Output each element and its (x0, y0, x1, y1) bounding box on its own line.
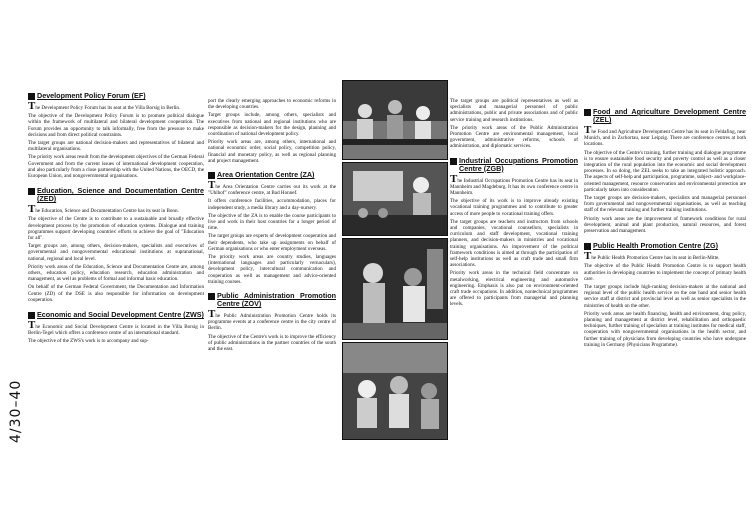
section-header-zel (584, 108, 746, 124)
handwritten-note: 4/30–40 (8, 379, 24, 443)
section-header-zg (584, 242, 746, 250)
paragraph: The objective of the ZA is to enable the course participants to live and work in their host countries for a longer period of time. (208, 212, 336, 232)
paragraph: The objective of the ZWS's work is to accompany and sup- (28, 338, 149, 345)
section-header-zgb (450, 157, 578, 173)
section-marker-icon (208, 172, 215, 179)
section-marker-icon (208, 293, 215, 300)
column-2 (208, 98, 336, 354)
paragraph: The Industrial Occupations Promotion Centre has its seat in Mannheim and Magdeburg. It has its own conference centre in Mannheim. (450, 172, 578, 197)
section-title: Food and Agriculture Development Centre (ZEL) (593, 107, 746, 124)
paragraph: The target groups are experts of development cooperation and their dependents, who take up assignments on behalf of German organisations or who enter employment overseas. (208, 233, 336, 252)
section-title: Education, Science and Documentation Centre (ZED) (37, 186, 204, 204)
paragraph: On behalf of the German Federal Government, the Documentation and Information Centre (ZD) of the DSE is also responsible for information on development cooperation. (28, 284, 204, 303)
section-header-zws (28, 311, 204, 319)
paragraph: Target groups are, among others, decision-makers, specialists and executives of governmental and nongovernmental educational institutions at supranational, national, regional and local level. (28, 243, 204, 262)
paragraph: The target groups are political representatives as well as specialists and managerial personnel of public administrations, public and private associations and of public service training and research institutions. (450, 98, 578, 123)
photo-workshop (342, 238, 448, 340)
paragraph: The target groups are national decision-makers and representatives of bilateral and multilateral organisations. (28, 140, 204, 153)
paragraph: port the clearly emerging approaches to economic reforms in the developing countries. (208, 98, 336, 111)
paragraph: The objective of the Centre's training, further training and dialogue programme is to ensure sustainable food security and poverty control as well as a closer integration of the rural population into the economic and social development processes. In so doing, the ZEL seeks to take an integrated holistic approach. The aspects of self-help and participation, programme, subject- and workplace-oriented management, resource conservation and environmental protection are particularly taken into consideration. (584, 149, 746, 193)
paragraph: The Education, Science and Documentation Centre has its seat in Bonn. (28, 203, 179, 216)
paragraph: The Food and Agriculture Development Centre has its seat in Feldafing, near Munich, and in Zschortau, near Leipzig. There are conference centres at both locations. (584, 124, 746, 148)
paragraph: Target groups include, among others, specialists and executives from national and regional institutions who are responsible as decision-makers for the design, planning and coordination of national development policy. (208, 112, 336, 138)
paragraph: The Economic and Social Development Centre is located in the Villa Borsig in Berlin-Tegel which offers a conference centre of an international standard. (28, 319, 204, 337)
column-3 (450, 98, 578, 310)
section-marker-icon (28, 312, 35, 319)
paragraph: The objective of the Development Policy Forum is to promote political dialogue within the framework of multilateral and bilateral development cooperation. The Forum provides an opportunity to talk informally, free from the pressure to make decisions and from direct political constraints. (28, 113, 204, 138)
paragraph: The Development Policy Forum has its seat at the Villa Borsig in Berlin. (28, 100, 181, 112)
column-4 (584, 108, 746, 350)
section-title: Public Health Promotion Centre (ZG) (593, 241, 718, 251)
section-marker-icon (28, 93, 35, 100)
paragraph: Priority work areas are the improvement of framework conditions for rural development, animal and plant production, natural resources, and forest preservation and management. (584, 215, 746, 235)
paragraph: The objective of the Public Health Promotion Centre is to support health authorities in developing countries to implement the concept of primary health care. (584, 263, 746, 282)
photo-seminar (342, 342, 448, 440)
paragraph: The Public Administration Promotion Centre holds its programme events at a conference centre in the city centre of Berlin. (208, 308, 336, 332)
section-title: Area Orientation Centre (ZA) (217, 170, 315, 180)
column-1 (28, 92, 204, 347)
section-title: Development Policy Forum (EF) (37, 91, 146, 100)
section-marker-icon (584, 109, 591, 116)
paragraph: The target groups are teachers and instructors from schools and companies, vocational counsellors, specialists in curriculum and staff development, vocational training planners, and decision-makers in ministries and vocational training organisations. An improvement of the political framework conditions is aimed at through the participation of self-help institutions as well as craft trade and small firm associations. (450, 218, 578, 269)
section-header-zed (28, 187, 204, 203)
section-header-za (208, 171, 336, 179)
paragraph: Priority work areas in the technical field concentrate on metalworking, electrical engineering and automotive engineering. Emphasis is also put on environment-oriented craft trade occupations. In addition, nontechnical programmes are offered to participants from managerial and planning levels. (450, 270, 578, 308)
paragraph: Priority work areas are health financing, health and environment, drug policy, planning and management at district level, rehabilitation and orthopaedic techniques, further training of specialists at training institutes for medical staff, cooperation with nongovernmental organisations in the health sector, and further training of physicians from developing countries who have undergone training in Germany (Physicians Programme). (584, 310, 746, 348)
paragraph: The objective of the Centre is to contribute to a sustainable and broadly effective development process by the promotion of education systems. Dialogue and training programmes support developing countries' efforts to achieve the goal of "Education for all". (28, 216, 204, 242)
section-title: Economic and Social Development Centre (ZWS) (37, 310, 204, 320)
paragraph: The priority work areas result from the development objectives of the German Federal Government and from the current issues of international development cooperation, and also particularly from a close partnership with the United Nations, the OECD, the European Union, and nongovernmental organisations. (28, 154, 204, 180)
section-title: Public Administration Promotion Centre (ZÖV) (217, 291, 336, 309)
paragraph: The objective of the Centre's work is to improve the efficiency of public administrations in the partner countries of the south and the east. (208, 333, 336, 353)
paragraph: The objective of its work is to improve already existing vocational training programmes and to contribute to greater access of more people to vocational training offers. (450, 198, 578, 217)
photo-meeting (342, 80, 448, 160)
paragraph: The Public Health Promotion Centre has its seat in Berlin-Mitte. (584, 250, 720, 263)
photo-lecture (342, 162, 448, 236)
section-header-ef (28, 92, 204, 100)
paragraph: The priority work areas are country studies, languages (international languages and particularly vernaculars), development policy, intercultural communication and cooperation as well as management and advice-oriented training courses. (208, 254, 336, 285)
paragraph: It offers conference facilities, accommodation, places for independent study, a media library and a day-nursery. (208, 198, 336, 211)
paragraph: The priority work areas of the Public Administration Promotion Centre are environmental management, local government, administrative reforms, schools of administration, and diplomatic services. (450, 124, 578, 150)
paragraph: The target groups include high-ranking decision-makers at the national and regional level of the public health service on the one hand and senior health service staff at district and provincial level as well as senior specialists in the ministries of health on the other. (584, 284, 746, 309)
section-title: Industrial Occupations Promotion Centre (ZGB) (459, 155, 578, 173)
section-marker-icon (28, 188, 35, 195)
section-marker-icon (450, 158, 457, 165)
paragraph: Priority work areas are, among others, international and national economic order, social policy, competition policy, financial and monetary policy, as well as regional planning and project management. (208, 139, 336, 164)
paragraph: The target groups are decision-makers, specialists and managerial personnel from governmental and nongovernmental organisations, as well as teaching staff of the relevant training and further training institutions. (584, 195, 746, 214)
paragraph: The Area Orientation Centre carries out its work at the "Uhlhof" conference centre, at Bad Honnef. (208, 179, 336, 197)
section-header-zov (208, 292, 336, 308)
paragraph: Priority work areas of the Education, Science and Documentation Centre are, among others, education policy, education research, education administration and management, as well as problems of formal and informal basic education. (28, 263, 204, 283)
section-marker-icon (584, 243, 591, 250)
